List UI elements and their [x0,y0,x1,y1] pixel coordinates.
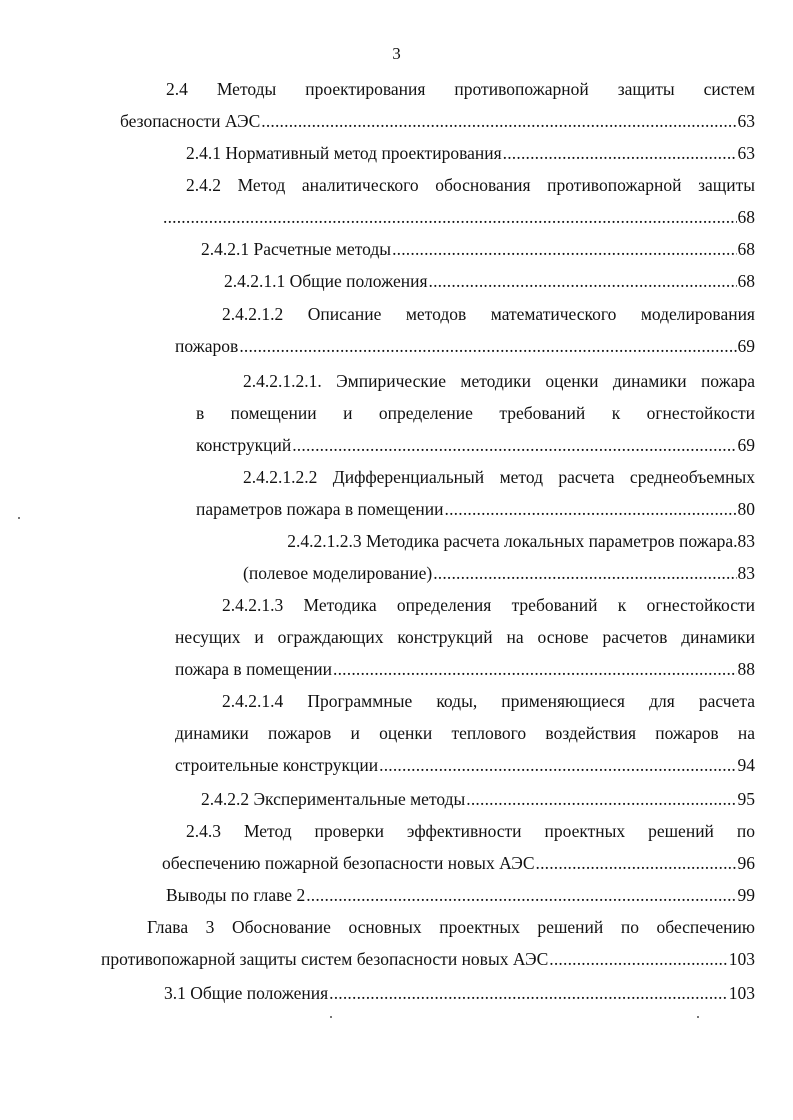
toc-page-number: 103 [728,949,755,969]
page-number: 3 [392,44,401,63]
toc-entry-3-1 [164,977,755,1009]
dot-leader [433,557,736,589]
toc-entry-2-4-2-1-4 [175,685,755,781]
dot-leader [379,749,736,781]
toc-entry-line: Глава 3 Обоснование основных проектных решений по обеспечению [147,917,755,937]
toc-entry-line: 2.4.2.1.2.3 Методика расчета локальных параметров пожара.83 [287,531,755,551]
toc-entry-2-4 [120,73,755,137]
toc-entry-2-4-2-1-3 [175,589,755,685]
toc-page-number: 68 [737,207,755,227]
toc-entry-chapter-2-conclusions [166,879,755,911]
toc-page-number: 99 [737,885,755,905]
dot-leader [392,233,736,265]
dot-leader [549,943,727,975]
toc-entry-line: 2.4 Методы проектирования противопожарной защиты систем [166,79,755,99]
dot-leader [333,653,736,685]
dot-leader [503,137,737,169]
toc-entry-2-4-2-1-2 [175,298,755,362]
toc-entry-text: пожара в помещении [175,659,333,679]
toc-entry-text: строительные конструкции [175,755,379,775]
toc-entry-last-line [243,557,755,589]
dot-leader [239,330,736,362]
toc-entry-line: 2.4.3 Метод проверки эффективности проектных решений по [186,821,755,841]
toc-entry-text: параметров пожара в помещении [196,499,444,519]
toc-entry-text: 3.1 Общие положения [164,983,329,1003]
toc-page-number: 69 [737,435,755,455]
toc-entry-2-4-2-2 [201,783,755,815]
toc-page-number: 96 [737,853,755,873]
toc-entry-2-4-2-1-2-1 [196,365,755,461]
toc-entry-line: 2.4.2.1.2.2 Дифференциальный метод расчета среднеобъемных [243,467,755,487]
toc-entry-line: 2.4.2.1.2 Описание методов математического моделирования [222,304,755,324]
toc-entry-last-line [175,653,755,685]
toc-entry-line: 2.4.2.1.3 Методика определения требований к огнестойкости [222,595,755,615]
toc-page-number: 69 [737,336,755,356]
toc-entry-text: пожаров [175,336,239,356]
toc-page-number: 80 [737,499,755,519]
toc-entry-last-line [164,977,755,1009]
toc-page-number: 63 [737,143,755,163]
toc-entry-last-line [175,330,755,362]
dot-leader [292,429,736,461]
dot-leader [261,105,736,137]
toc-entry-2-4-2-1-2-3-cont [243,557,755,589]
dot-leader [466,783,736,815]
toc-page-number: 68 [737,239,755,259]
toc-entry-text: конструкций [196,435,292,455]
toc-entry-chapter-3 [101,911,755,975]
toc-entry-last-line [201,233,755,265]
toc-entry-line: динамики пожаров и оценки теплового воздействия пожаров на [175,723,755,743]
toc-entry-last-line [186,137,755,169]
toc-entry-last-line [162,201,755,233]
toc-entry-text: обеспечению пожарной безопасности новых АЭС [162,853,535,873]
dot-leader [329,977,728,1009]
toc-entry-last-line [162,847,755,879]
toc-entry-2-4-2 [162,169,755,233]
toc-entry-2-4-2-1-2-2 [196,461,755,525]
toc-entry-text: 2.4.1 Нормативный метод проектирования [186,143,502,163]
scan-artifact-mark [330,1016,332,1018]
dot-leader [536,847,737,879]
toc-entry-text: Выводы по главе 2 [166,885,306,905]
dot-leader [306,879,736,911]
toc-page-number: 103 [728,983,755,1003]
toc-page-number: 88 [737,659,755,679]
scan-artifact-mark [697,1016,699,1018]
toc-entry-last-line [196,429,755,461]
toc-entry-last-line [224,265,755,297]
scan-artifact-mark [18,517,20,519]
toc-entry-2-4-2-1-1 [224,265,755,297]
toc-entry-text: 2.4.2.1.1 Общие положения [224,271,428,291]
toc-page-number: 63 [737,111,755,131]
dot-leader [429,265,737,297]
toc-entry-last-line [196,493,755,525]
toc-page-number: 94 [737,755,755,775]
toc-entry-last-line [101,943,755,975]
toc-page-number: 95 [737,789,755,809]
toc-entry-last-line [175,749,755,781]
toc-entry-text: (полевое моделирование) [243,563,433,583]
toc-entry-2-4-3 [162,815,755,879]
toc-entry-line: несущих и ограждающих конструкций на основе расчетов динамики [175,627,755,647]
toc-entry-line: 2.4.2.1.2.1. Эмпирические методики оценки динамики пожара [243,371,755,391]
toc-entry-text: 2.4.2.2 Экспериментальные методы [201,789,466,809]
toc-entry-text: 2.4.2.1 Расчетные методы [201,239,392,259]
toc-entry-line: 2.4.2 Метод аналитического обоснования противопожарной защиты [186,175,755,195]
toc-entry-line: в помещении и определение требований к огнестойкости [196,403,755,423]
toc-entry-2-4-2-1 [201,233,755,265]
toc-page-number: 68 [737,271,755,291]
toc-page-number: 83 [737,563,755,583]
toc-entry-last-line [166,879,755,911]
toc-entry-text: безопасности АЭС [120,111,261,131]
toc-entry-last-line [201,783,755,815]
toc-entry-text: противопожарной защиты систем безопасности новых АЭС [101,949,549,969]
toc-entry-line: 2.4.2.1.4 Программные коды, применяющиеся для расчета [222,691,755,711]
toc-entry-2-4-2-1-2-3 [243,525,755,557]
toc-entry-2-4-1 [186,137,755,169]
toc-entry-last-line [120,105,755,137]
dot-leader [445,493,737,525]
dot-leader [163,201,737,233]
